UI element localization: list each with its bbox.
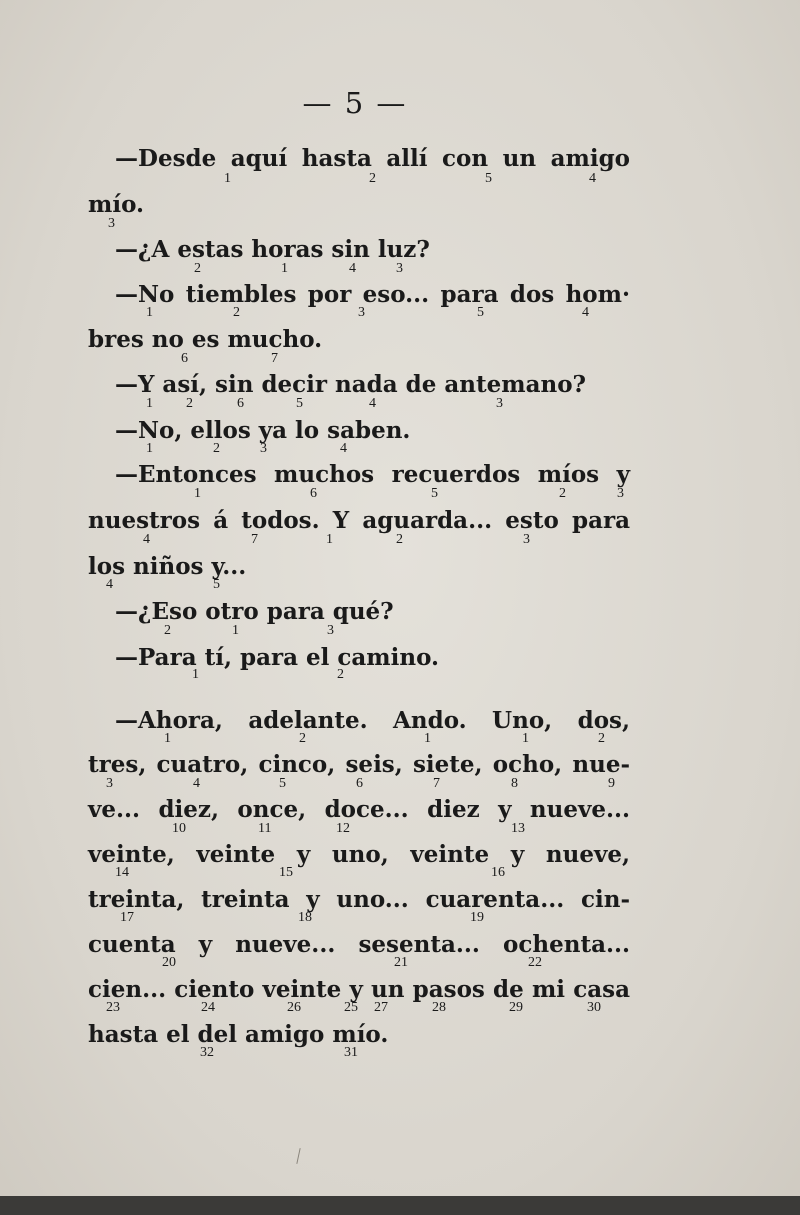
word-number: 4 — [106, 577, 113, 592]
word-number: 32 — [200, 1045, 214, 1060]
word-number: 3 — [358, 305, 365, 320]
word-number: 2 — [213, 441, 220, 456]
text-line: hasta el del amigo mío. — [88, 1021, 389, 1048]
word-number: 3 — [106, 776, 113, 791]
word-number: 9 — [608, 776, 615, 791]
text-line: bres no es mucho. — [88, 326, 323, 353]
word-number: 1 — [424, 731, 431, 746]
word-number: 26 — [287, 1000, 301, 1015]
word-number: 3 — [327, 623, 334, 638]
word-number: 4 — [589, 171, 596, 186]
word-number: 24 — [201, 1000, 215, 1015]
word-number: 7 — [251, 532, 258, 547]
text-line: —Ahora, adelante. Ando. Uno, dos, — [115, 707, 630, 734]
word-number: 2 — [559, 486, 566, 501]
word-number: 1 — [146, 305, 153, 320]
word-number: 2 — [194, 261, 201, 276]
word-number: 4 — [349, 261, 356, 276]
word-number: 21 — [394, 955, 408, 970]
text-line: veinte, veinte y uno, veinte y nueve, — [88, 841, 630, 868]
word-number: 3 — [260, 441, 267, 456]
word-number: 27 — [374, 1000, 388, 1015]
word-number: 7 — [433, 776, 440, 791]
text-line: —No tiembles por eso... para dos hom· — [115, 281, 630, 308]
word-number: 1 — [146, 441, 153, 456]
word-number: 6 — [181, 351, 188, 366]
text-line: —Entonces muchos recuerdos míos y — [115, 461, 630, 488]
word-number: 16 — [491, 865, 505, 880]
text-line: ve... diez, once, doce... diez y nueve... — [88, 796, 630, 823]
word-number: 6 — [310, 486, 317, 501]
word-number: 28 — [432, 1000, 446, 1015]
word-number: 4 — [369, 396, 376, 411]
word-number: 5 — [485, 171, 492, 186]
text-line: nuestros á todos. Y aguarda... esto para — [88, 507, 630, 534]
word-number: 25 — [344, 1000, 358, 1015]
word-number: 2 — [233, 305, 240, 320]
word-number: 18 — [298, 910, 312, 925]
text-line: cien... ciento veinte y un pasos de mi casa — [88, 976, 630, 1003]
word-number: 3 — [617, 486, 624, 501]
word-number: 10 — [172, 821, 186, 836]
text-line: —¿A estas horas sin luz? — [115, 236, 430, 263]
word-number: 13 — [511, 821, 525, 836]
text-line: —Y así, sin decir nada de antemano? — [115, 371, 587, 398]
word-number: 1 — [224, 171, 231, 186]
word-number: 23 — [106, 1000, 120, 1015]
word-number: 1 — [164, 731, 171, 746]
word-number: 22 — [528, 955, 542, 970]
word-number: 31 — [344, 1045, 358, 1060]
word-number: 1 — [192, 667, 199, 682]
word-number: 6 — [356, 776, 363, 791]
text-line: treinta, treinta y uno... cuarenta... cin- — [88, 886, 630, 913]
word-number: 3 — [523, 532, 530, 547]
word-number: 2 — [299, 731, 306, 746]
word-number: 19 — [470, 910, 484, 925]
word-number: 1 — [232, 623, 239, 638]
word-number: 17 — [120, 910, 134, 925]
word-number: 1 — [146, 396, 153, 411]
word-number: 15 — [279, 865, 293, 880]
word-number: 2 — [396, 532, 403, 547]
word-number: 5 — [431, 486, 438, 501]
word-number: 1 — [522, 731, 529, 746]
word-number: 2 — [186, 396, 193, 411]
text-line: mío. — [88, 191, 145, 218]
text-line: los niños y... — [88, 553, 247, 580]
word-number: 4 — [193, 776, 200, 791]
word-number: 5 — [279, 776, 286, 791]
word-number: 30 — [587, 1000, 601, 1015]
word-number: 2 — [369, 171, 376, 186]
pencil-mark — [296, 1148, 300, 1164]
text-line: tres, cuatro, cinco, seis, siete, ocho, nue- — [88, 751, 630, 778]
page-edge-shadow — [0, 1196, 800, 1215]
word-number: 5 — [213, 577, 220, 592]
text-line: —¿Eso otro para qué? — [115, 598, 394, 625]
word-number: 3 — [496, 396, 503, 411]
word-number: 1 — [281, 261, 288, 276]
word-number: 20 — [162, 955, 176, 970]
word-number: 4 — [582, 305, 589, 320]
text-line: —Desde aquí hasta allí con un amigo — [115, 145, 630, 172]
word-number: 8 — [511, 776, 518, 791]
word-number: 1 — [326, 532, 333, 547]
word-number: 2 — [598, 731, 605, 746]
word-number: 5 — [296, 396, 303, 411]
word-number: 7 — [271, 351, 278, 366]
word-number: 2 — [337, 667, 344, 682]
word-number: 1 — [194, 486, 201, 501]
text-line: —Para tí, para el camino. — [115, 644, 440, 671]
word-number: 4 — [340, 441, 347, 456]
word-number: 3 — [108, 216, 115, 231]
word-number: 5 — [477, 305, 484, 320]
word-number: 11 — [258, 821, 272, 836]
word-number: 6 — [237, 396, 244, 411]
word-number: 3 — [396, 261, 403, 276]
page-number: — 5 — — [302, 86, 408, 120]
text-line: cuenta y nueve... sesenta... ochenta... — [88, 931, 630, 958]
word-number: 29 — [509, 1000, 523, 1015]
text-line: —No, ellos ya lo saben. — [115, 417, 411, 444]
word-number: 12 — [336, 821, 350, 836]
word-number: 4 — [143, 532, 150, 547]
word-number: 2 — [164, 623, 171, 638]
word-number: 14 — [115, 865, 129, 880]
